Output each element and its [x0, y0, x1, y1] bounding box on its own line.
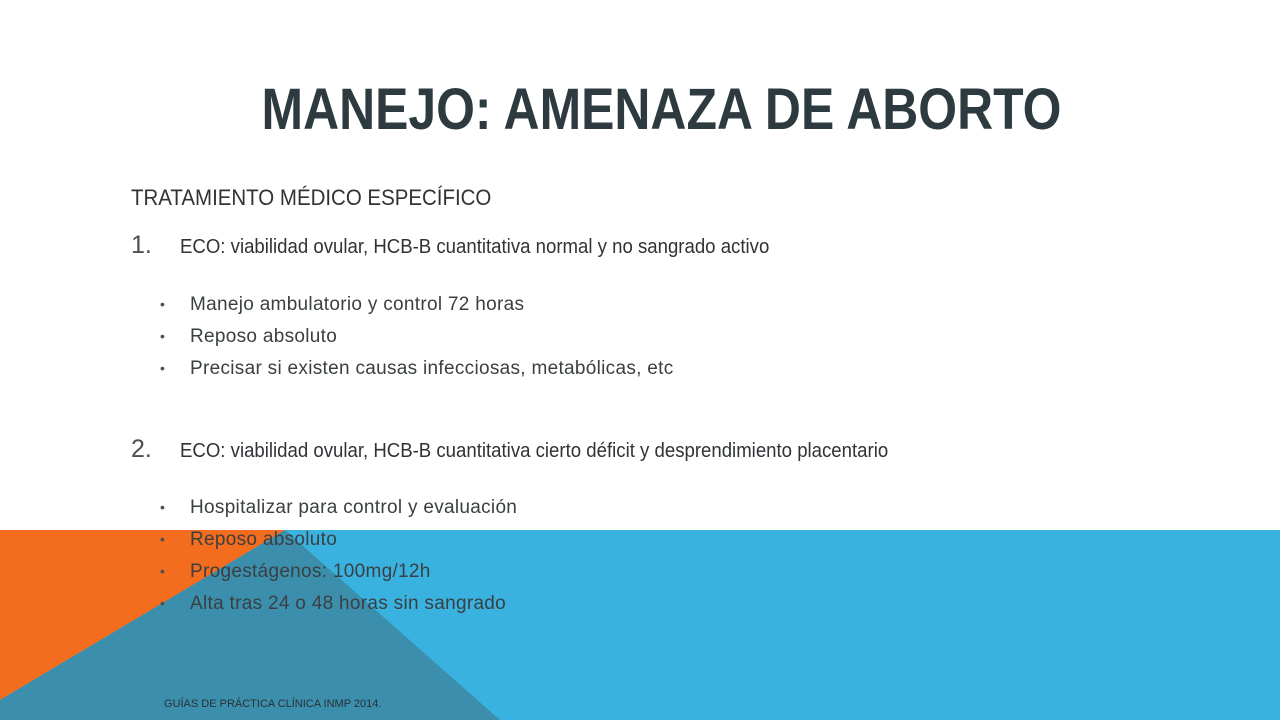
item-number: 2. — [131, 435, 152, 463]
list-item — [160, 524, 517, 556]
list-item — [160, 353, 674, 385]
item-number: 1. — [131, 231, 152, 259]
list-item — [160, 321, 674, 353]
section-subtitle: TRATAMIENTO MÉDICO ESPECÍFICO — [131, 185, 492, 210]
bullet-list-1 — [160, 289, 674, 385]
list-item — [160, 588, 517, 620]
bullet-text: Precisar si existen causas infecciosas, metabólicas, etc — [190, 358, 674, 379]
bullet-icon: • — [160, 360, 166, 376]
bullet-icon: • — [160, 499, 166, 515]
list-item — [160, 492, 517, 524]
bullet-icon: • — [160, 595, 166, 611]
bullet-text: Reposo absoluto — [190, 529, 338, 550]
list-item — [160, 289, 674, 321]
item-text: ECO: viabilidad ovular, HCB-B cuantitativa normal y no sangrado activo — [180, 236, 770, 258]
bullet-text: Progestágenos: 100mg/12h — [190, 561, 431, 582]
bullet-list-2 — [160, 492, 517, 620]
bullet-icon: • — [160, 328, 166, 344]
bullet-text: Manejo ambulatorio y control 72 horas — [190, 294, 525, 315]
bullet-text: Alta tras 24 o 48 horas sin sangrado — [190, 593, 507, 614]
slide-title: MANEJO: AMENAZA DE ABORTO — [261, 77, 1062, 142]
bullet-icon: • — [160, 531, 166, 547]
numbered-item-2 — [131, 433, 941, 467]
bullet-icon: • — [160, 296, 166, 312]
bullet-icon: • — [160, 563, 166, 579]
bullet-text: Hospitalizar para control y evaluación — [190, 497, 518, 518]
footer-citation: GUÍAS DE PRÁCTICA CLÍNICA INMP 2014. — [164, 698, 382, 710]
list-item — [160, 556, 517, 588]
numbered-item-1 — [131, 229, 814, 263]
bullet-text: Reposo absoluto — [190, 326, 338, 347]
item-text: ECO: viabilidad ovular, HCB-B cuantitativa cierto déficit y desprendimiento placentario — [180, 440, 889, 462]
